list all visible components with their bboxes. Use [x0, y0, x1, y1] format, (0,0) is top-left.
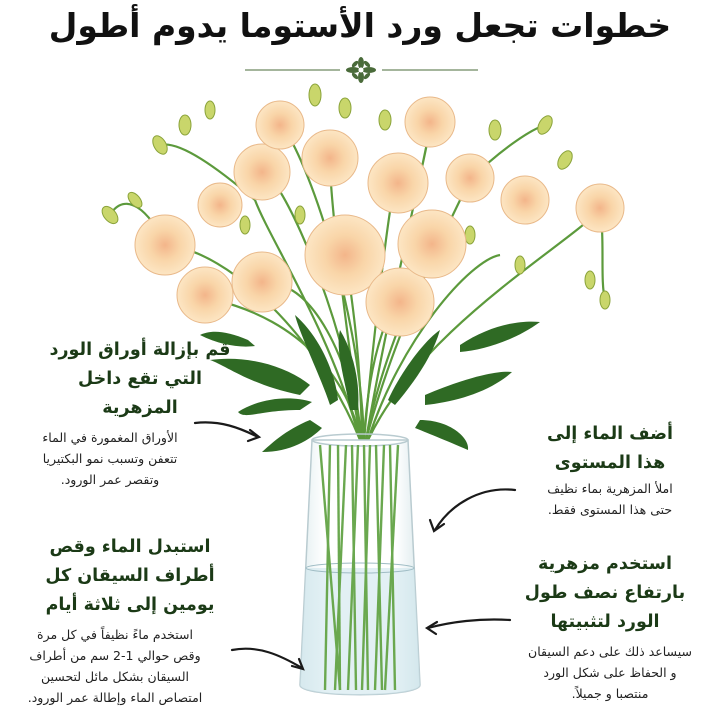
body-line: السيقان بشكل مائل لتحسين [41, 669, 189, 684]
heading-line: التي تقع داخل [78, 369, 202, 389]
heading-line: يومين إلى ثلاثة أيام [45, 595, 215, 615]
body-line: استخدم ماءً نظيفاً في كل مرة [37, 627, 193, 642]
body-line: منتصبا و جميلاً. [571, 686, 649, 701]
tip-vase-height-body [505, 641, 715, 704]
heading-line: المزهرية [102, 398, 178, 418]
body-line: حتى هذا المستوى فقط. [547, 502, 673, 517]
tip-change-water-body [0, 624, 230, 708]
body-line: وتقصر عمر الورود. [60, 472, 160, 487]
heading-line: قم بإزالة أوراق الورد [49, 340, 231, 360]
body-line: الأوراق المغمورة في الماء [42, 430, 178, 445]
tip-add-water-heading [510, 420, 710, 478]
page-title: خطوات تجعل ورد الأستوما يدوم أطول [48, 6, 672, 45]
tip-remove-leaves-heading [20, 336, 260, 423]
heading-line: استبدل الماء وقص [49, 537, 211, 557]
body-line: و الحفاظ على شكل الورد [543, 665, 677, 680]
body-line: املأ المزهرية بماء نظيف [547, 481, 673, 496]
flower-blooms [135, 97, 624, 336]
body-line: وقص حوالي 1-2 سم من أطراف [29, 648, 201, 663]
heading-line: هذا المستوى [554, 453, 666, 473]
heading-line: استخدم مزهرية [538, 554, 672, 574]
body-line: سيساعد ذلك على دعم السيقان [528, 644, 692, 659]
heading-line: الورد لتثبيتها [550, 612, 660, 632]
heading-line: بارتفاع نصف طول [524, 583, 686, 603]
tip-add-water-body [510, 478, 710, 520]
tip-vase-height-heading [500, 550, 710, 637]
tip-remove-leaves-body [10, 427, 210, 490]
body-line: امتصاص الماء وإطالة عمر الورود. [27, 690, 203, 705]
body-line: تتعفن وتسبب نمو البكتيريا [42, 451, 178, 466]
heading-line: أضف الماء إلى [546, 424, 674, 444]
tip-change-water-heading [10, 533, 250, 620]
glass-vase [300, 434, 420, 695]
heading-line: أطراف السيقان كل [45, 566, 215, 586]
